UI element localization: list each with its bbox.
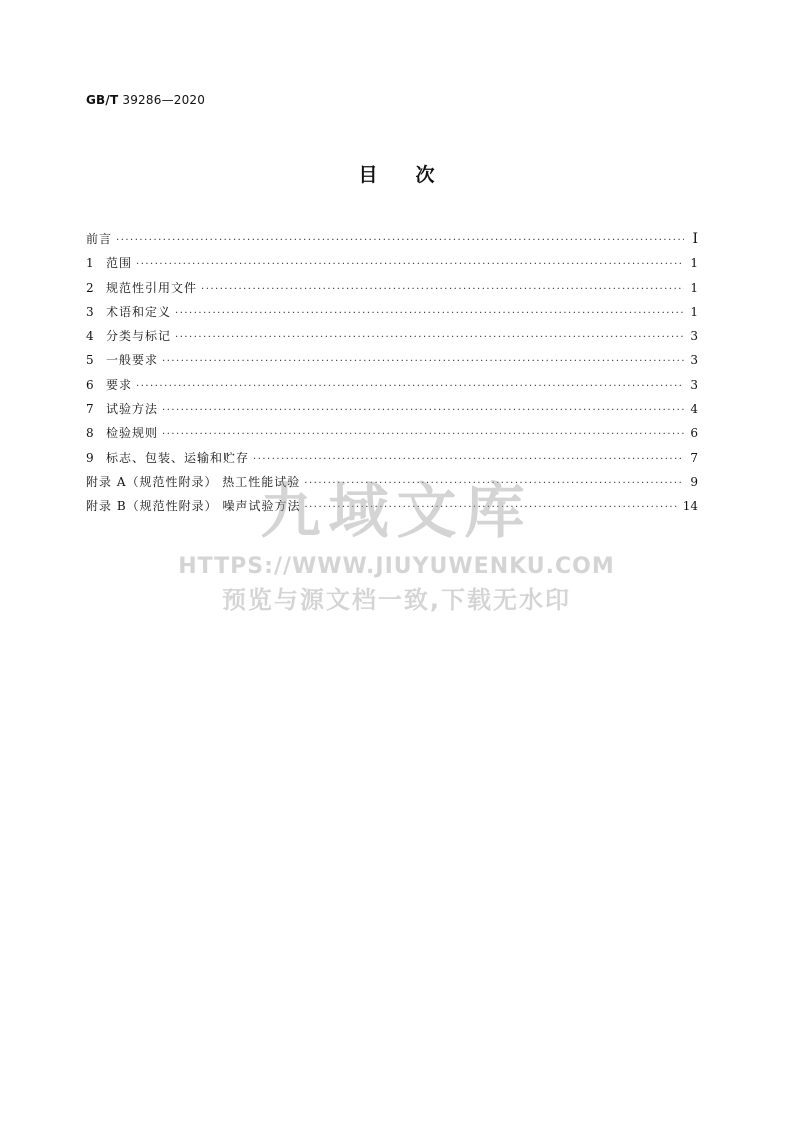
toc-entry[interactable] bbox=[86, 397, 698, 421]
toc-leader-dots bbox=[253, 448, 684, 472]
toc-entry[interactable] bbox=[86, 324, 698, 348]
toc-entry-label: 附录 B（规范性附录） 噪声试验方法 bbox=[86, 499, 301, 514]
toc-entry-page: 4 bbox=[690, 402, 698, 417]
toc-entry-page: 6 bbox=[690, 426, 698, 441]
toc-leader-dots bbox=[162, 423, 684, 447]
toc-entry[interactable] bbox=[86, 251, 698, 275]
toc-entry[interactable] bbox=[86, 494, 698, 518]
title-part-2: 次 bbox=[415, 164, 435, 186]
toc-entry[interactable] bbox=[86, 446, 698, 470]
toc-entry-number: 8 bbox=[86, 426, 94, 441]
toc-leader-dots bbox=[304, 496, 678, 520]
watermark-url: HTTPS://WWW.JIUYUWENKU.COM bbox=[178, 554, 615, 579]
toc-leader-dots bbox=[304, 472, 684, 496]
toc-entry-number: 6 bbox=[86, 377, 94, 392]
toc-entry-page: 3 bbox=[690, 353, 698, 368]
table-of-contents bbox=[86, 227, 698, 519]
toc-entry-label: 规范性引用文件 bbox=[106, 280, 198, 295]
toc-entry[interactable] bbox=[86, 421, 698, 445]
toc-entry[interactable] bbox=[86, 227, 698, 251]
toc-entry-number: 2 bbox=[86, 280, 94, 295]
toc-entry-page: 1 bbox=[690, 256, 698, 271]
watermark-brand: 九域文库 bbox=[260, 477, 533, 547]
toc-entry[interactable] bbox=[86, 373, 698, 397]
toc-leader-dots bbox=[175, 302, 684, 326]
toc-leader-dots bbox=[136, 375, 684, 399]
toc-entry-label: 试验方法 bbox=[106, 402, 159, 417]
toc-entry-page: 9 bbox=[690, 474, 698, 489]
toc-entry-label: 一般要求 bbox=[106, 353, 159, 368]
toc-entry-label: 范围 bbox=[106, 256, 133, 271]
toc-entry-label: 要求 bbox=[106, 377, 133, 392]
page-title bbox=[0, 160, 793, 187]
toc-leader-dots bbox=[162, 350, 684, 374]
toc-entry-label: 前言 bbox=[86, 232, 113, 246]
toc-entry-label: 检验规则 bbox=[106, 426, 159, 441]
toc-entry-number: 5 bbox=[86, 353, 94, 368]
toc-entry-page: 3 bbox=[690, 329, 698, 344]
toc-entry-page: 1 bbox=[690, 280, 698, 295]
toc-entry-number: 9 bbox=[86, 450, 94, 465]
toc-entry-label: 分类与标记 bbox=[106, 329, 172, 344]
toc-entry-label: 附录 A（规范性附录） 热工性能试验 bbox=[86, 474, 301, 489]
toc-entry-number: 7 bbox=[86, 402, 94, 417]
toc-leader-dots bbox=[136, 253, 684, 277]
toc-entry[interactable] bbox=[86, 276, 698, 300]
toc-entry-page: 7 bbox=[690, 450, 698, 465]
standard-prefix: GB/T bbox=[86, 93, 119, 107]
toc-leader-dots bbox=[175, 326, 684, 350]
toc-entry[interactable] bbox=[86, 300, 698, 324]
standard-number: 39286—2020 bbox=[122, 93, 206, 107]
watermark-note: 预览与源文档一致,下载无水印 bbox=[221, 586, 572, 614]
toc-entry-page: 1 bbox=[690, 304, 698, 319]
toc-entry-label: 术语和定义 bbox=[106, 304, 172, 319]
toc-entry-page: I bbox=[692, 231, 698, 247]
toc-entry[interactable] bbox=[86, 470, 698, 494]
toc-leader-dots bbox=[201, 278, 684, 302]
toc-entry-number: 4 bbox=[86, 329, 94, 344]
toc-entry-label: 标志、包装、运输和贮存 bbox=[106, 450, 250, 465]
title-part-1: 目 bbox=[358, 164, 378, 186]
toc-entry-number: 1 bbox=[86, 256, 94, 271]
toc-entry-page: 3 bbox=[690, 377, 698, 392]
standard-code bbox=[86, 93, 205, 107]
toc-entry[interactable] bbox=[86, 348, 698, 372]
toc-entry-page: 14 bbox=[682, 499, 698, 514]
toc-entry-number: 3 bbox=[86, 304, 94, 319]
toc-leader-dots bbox=[162, 399, 684, 423]
toc-leader-dots bbox=[116, 229, 684, 253]
